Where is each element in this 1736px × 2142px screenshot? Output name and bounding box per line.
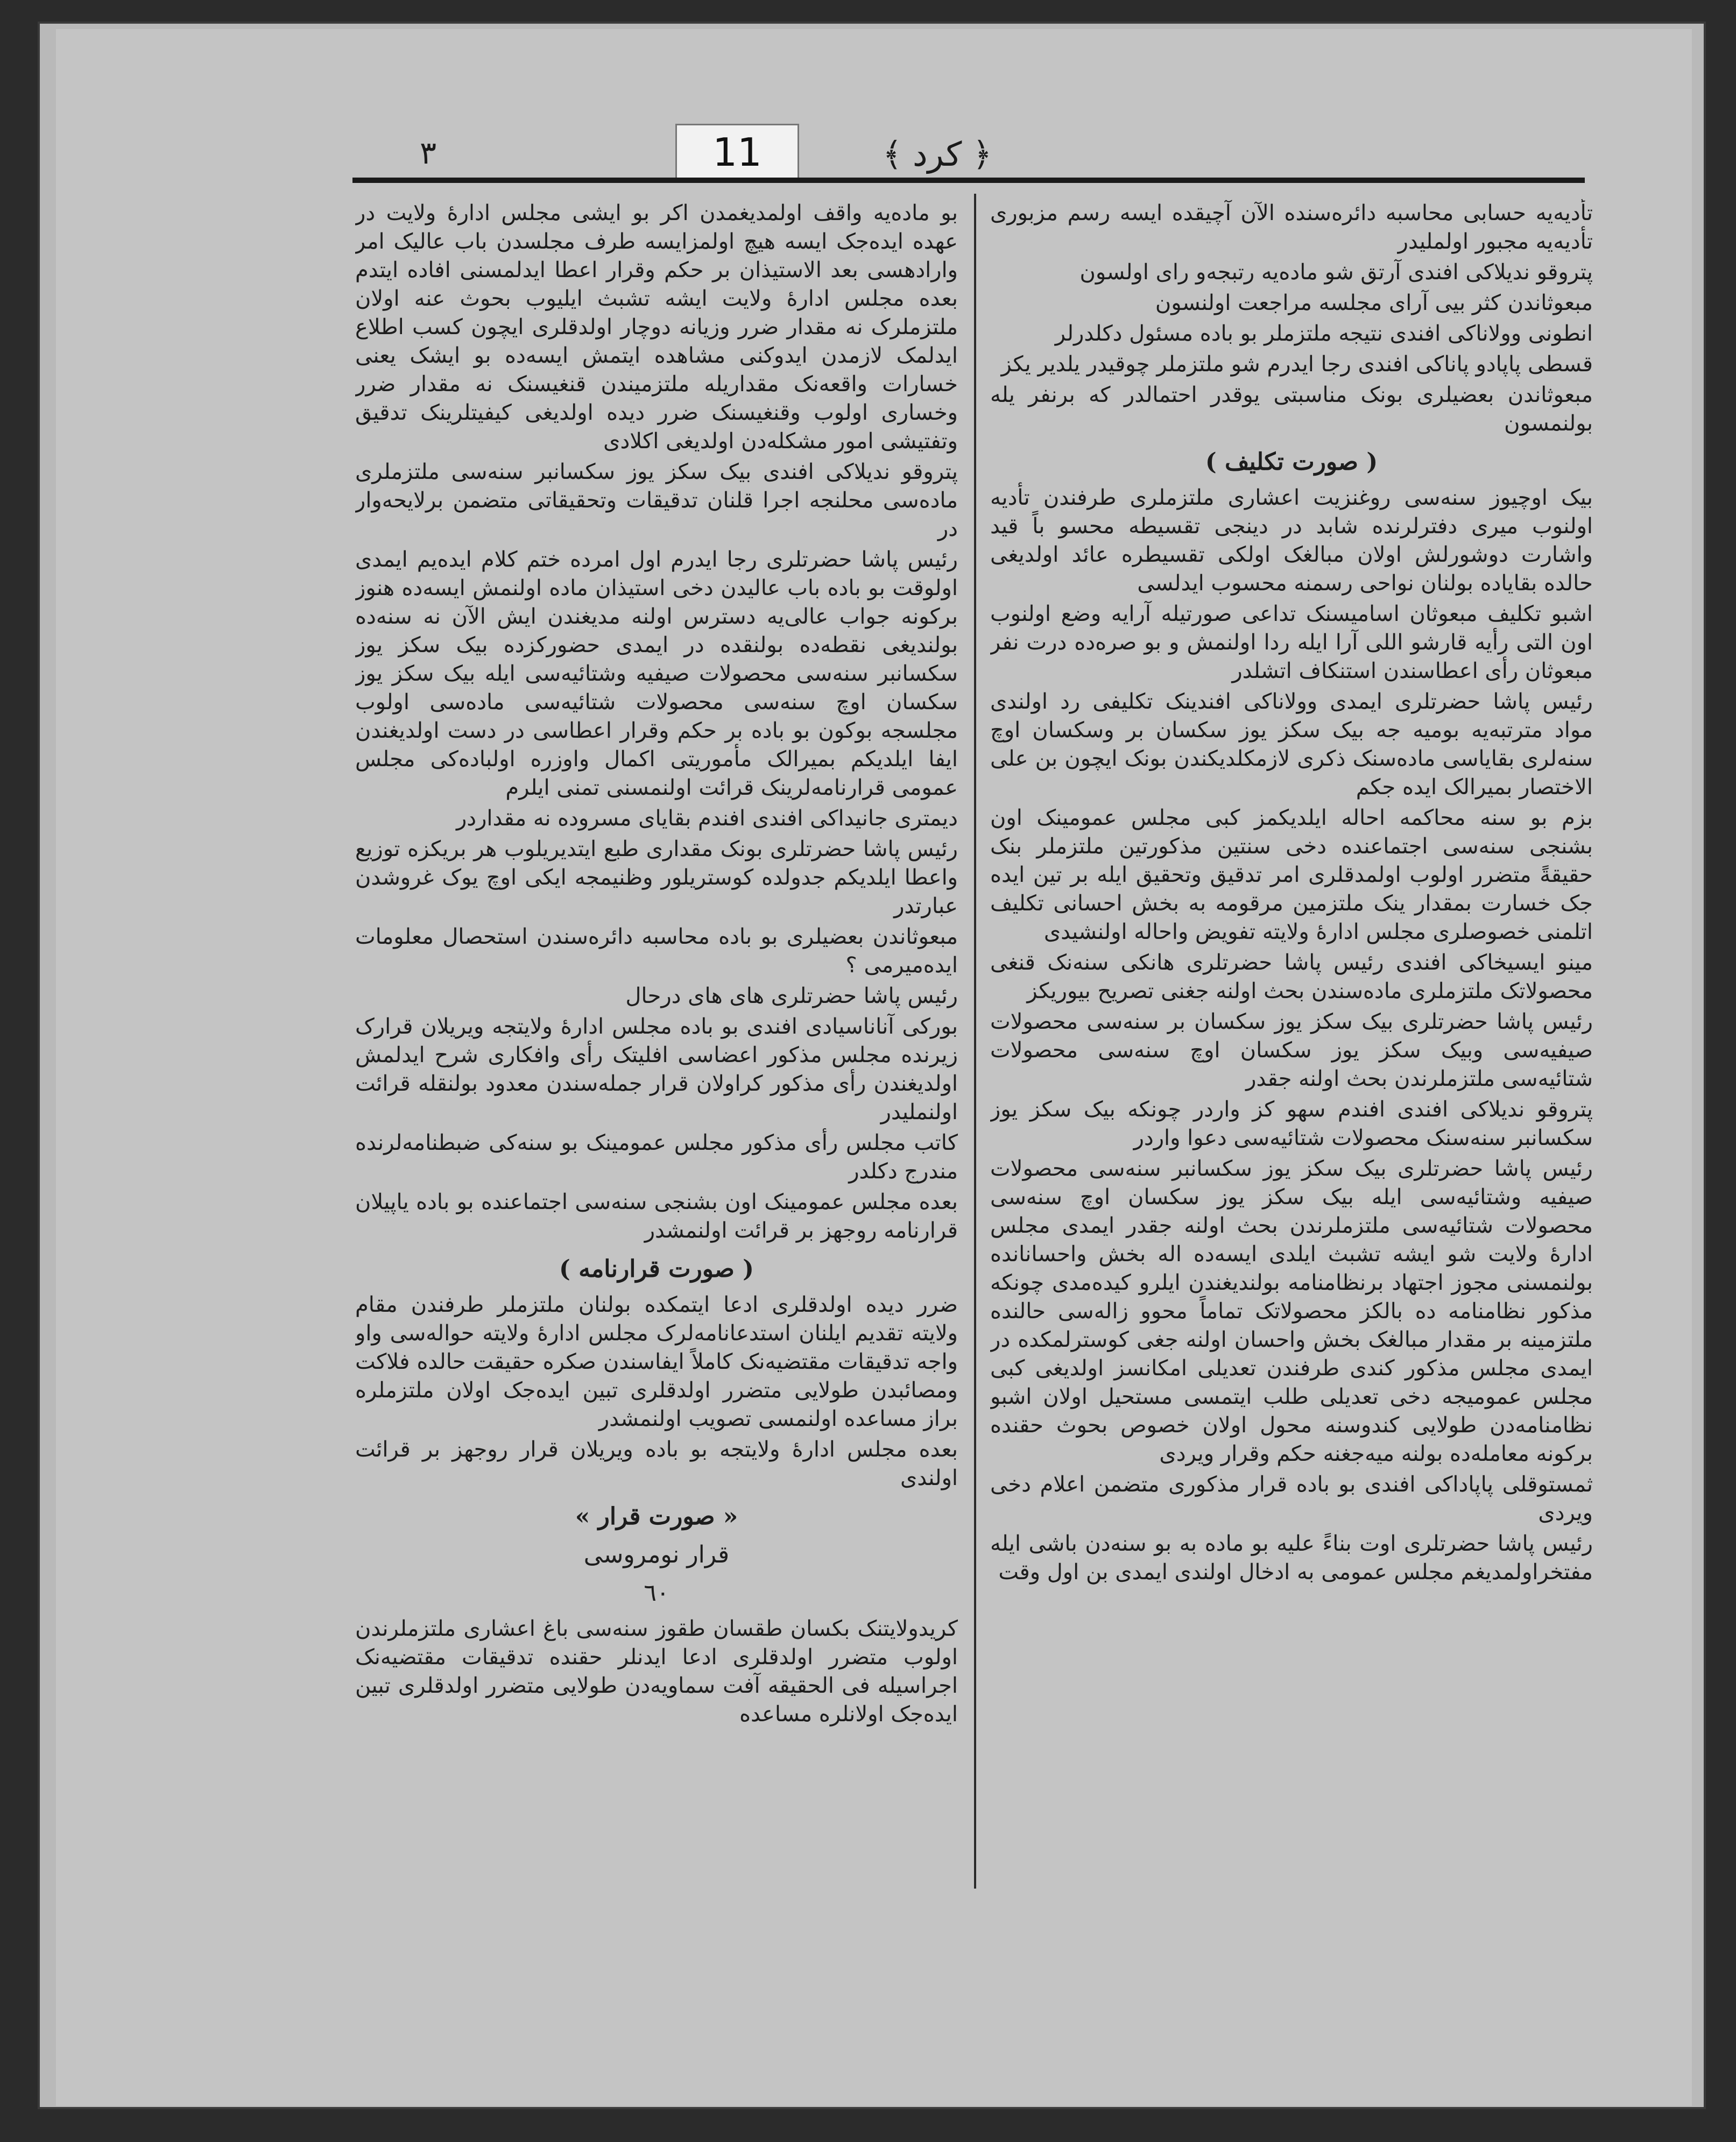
- paragraph: رئیس پاشا حضرتلری بیک سکز یوز سکسانبر سنه‌سی محصولات صیفیه وشتائیه‌سی ایله بیک سکز یوز سکسان اوچ سنه‌سی محصولات شتائیه‌سی ملتزملرندن بحث اولنه جقدر ایمدی مجلس اداره‌ٔ ولایت شو ایشه تشبث ایلدی ایسه‌ده اله بخش واحسانانده بولنمسنی مجوز اجتهاد برنظامنامه بولندیغندن ایلرو کیده‌مدی چونکه مذکور نظامنامه ده بالکز محصولاتک تماماً محوو زاله‌سی حالنده ملتزمینه بر مقدار مبالغک بخش واحسان اولنه جغی کوسترلمکده در ایمدی مجلس مذکور کندی طرفندن تعدیلی امکانسز اولدیغی کبی مجلس عمومیجه دخی تعدیلی طلب ایتمسی مستحیل اولان اشبو نظامنامه‌دن طولایی کندوسنه محول اولان خصوص بحوث حقنده برکونه معامله‌ده بولنه میه‌جغنه حکم وقرار ویردی: [990, 1156, 1593, 1466]
- paragraph: بعده مجلس اداره‌ٔ ولایتجه بو باده ویریلان قرار روجهز بر قرائت اولندی: [355, 1437, 958, 1490]
- sticker-number: 11: [712, 129, 762, 175]
- section-heading: ( صورت تکلیف ): [1205, 448, 1378, 476]
- paragraph: رئیس پاشا حضرتلری ایمدی وولاناکی افندینک تکلیفی رد اولندی مواد مترتبه‌یه بومیه جه بیک سکز یوز سکسان بر وسکسان اوچ سنه‌لری بقایاسی ماده‌سنک ذکری لازمکلدیکندن بونک ایچون بن علی الاختصار بمیرالک ایده جکم: [990, 689, 1593, 800]
- paragraph: انطونی وولاناکی افندی نتیجه ملتزملر بو باده مسئول دکلدرلر: [1055, 321, 1593, 346]
- right-column: [990, 199, 1593, 1921]
- left-column: [355, 199, 958, 1921]
- paragraph: مبعوثاندن بعضیلری بونک مناسبتی یوقدر احتمالدر که برنفر یله بولنمسون: [990, 383, 1593, 436]
- paragraph: ثمستوقلی پاپاداکی افندی بو باده قرار مذکوری متضمن اعلام دخی ویردی: [990, 1472, 1593, 1525]
- paragraph: پتروقو ندیلاکی افندی افندم سهو کز واردر چونکه بیک سکز یوز سکسانبر سنه‌سنک محصولات شتائیه‌سی دعوا واردر: [990, 1097, 1593, 1150]
- paragraph: مینو ایسیخاکی افندی رئیس پاشا حضرتلری هانکی سنه‌نک قنغی محصولاتک ملتزملری ماده‌سندن بحث اولنه جغنی تصریح بیوریکز: [990, 950, 1593, 1003]
- paragraph: مبعوثاندن کثر بیی آرای مجلسه مراجعت اولنسون: [1155, 291, 1593, 315]
- paragraph: بورکی آناناسیادی افندی بو باده مجلس اداره‌ٔ ولایتجه ویریلان قرارک زیرنده مجلس مذکور اعضاسی افلیتک رأی وافکاری شرح ایدلمش اولدیغندن رأی مذکور کراولان قرار جمله‌سندن معدود بولنقله قرائت اولنملیدر: [355, 1014, 958, 1125]
- paragraph: پتروقو ندیلاکی افندی بیک سکز یوز سکسانبر سنه‌سی ملتزملری ماده‌سی محلنجه اجرا قلنان تدقیقات وتحقیقاتی متضمن برلایحه‌وار در: [355, 459, 958, 541]
- paragraph: کاتب مجلس رأی مذکور مجلس عمومینک بو سنه‌کی ضبطنامه‌لرنده مندرج دکلدر: [355, 1130, 958, 1184]
- paragraph: رئیس پاشا حضرتلری بونک مقداری طبع ایتدیریلوب هر بریکزه توزیع واعطا ایلدیکم جدولده کوستریلور وظنیمجه ایکی اوچ یوک غروشدن عبارتدر: [355, 837, 958, 918]
- paragraph: مبعوثاندن بعضیلری بو باده محاسبه دائره‌سندن استحصال معلومات ایده‌میرمی ؟: [355, 924, 958, 978]
- masthead-title: ﴿ کرد ﴾: [883, 135, 992, 174]
- paragraph: اشبو تکلیف مبعوثان اسامیسنک تداعی صورتیله آرایه وضع اولنوب اون التی رأیه قارشو اللی آرا ایله ردا اولنمش و بو صره‌ده درت نفر مبعوثان رأی اعطاسندن استنکاف اتشلدر: [990, 602, 1593, 683]
- paragraph: رئیس پاشا حضرتلری بیک سکز یوز سکسان بر سنه‌سی محصولات صیفیه‌سی وبیک سکز یوز سکسان اوچ سنه‌سی محصولات شتائیه‌سی ملتزملرندن بحث اولنه جقدر: [990, 1009, 1593, 1091]
- paragraph: کریدولایتنک بکسان طقسان طقوز سنه‌سی باغ اعشاری ملتزملرندن اولوب متضرر اولدقلری ادعا ایدنلر حقنده تدقیقات مقتضیه‌نک اجراسیله فی الحقیقه آفت سماویه‌دن طولایی متضرر اولدقلری تبین ایده‌جک اولانلره مساعده: [355, 1616, 958, 1727]
- centered-line: قرار نومروسی: [583, 1541, 730, 1568]
- paragraph: پتروقو ندیلاکی افندی آرتق شو ماده‌یه رتبجه‌و رای اولسون: [1079, 260, 1593, 285]
- column-divider: [974, 194, 976, 1889]
- section-heading: ( صورت قرارنامه ): [559, 1255, 754, 1283]
- paragraph: بیک اوچیوز سنه‌سی روغنزیت اعشاری ملتزملری طرفندن تأدیه اولنوب میری دفترلرنده شابد در دینجی تقسیطه محسو باً قید واشارت دوشورلش اولان مبالغک اولکی تقسیطره عائد اولدیغی حالده بقایاده بولنان نواحی رسمنه محسوب ایدلسی: [990, 485, 1593, 596]
- paragraph: رئیس پاشا حضرتلری رجا ایدرم اول امرده ختم کلام ایده‌یم ایمدی اولوقت بو باده باب عالیدن دخی استیذان ماده اولنمش ایسه‌ده هنوز برکونه جواب عالی‌یه دسترس اولنه مدیغندن ایش الآن نه سنه‌ده بولندیغی نقطه‌ده بولنقده در ایمدی حضورکزده بیک سکز یوز سکسانبر سنه‌سی محصولات صیفیه وشتائیه‌سی ایله بیک سکز یوز سکسان اوچ سنه‌سی محصولات شتائیه‌سی ماده‌سی اولوب مجلسجه بوکون بو باده بر حکم وقرار اعطاسی در دست اولدیغندن ایفا ایلدیکم بمیرالک مأموریتی اکمال واوزره اولباده‌کی مجلس عمومی قرارنامه‌لرینک قرائت اولنمسنی تمنی ایلرم: [355, 547, 958, 800]
- paragraph: بعده مجلس عمومینک اون بشنجی سنه‌سی اجتماعنده بو باده یاپیلان قرارنامه روجهز بر قرائت اولنمشدر: [355, 1190, 958, 1243]
- paragraph: ضرر دیده اولدقلری ادعا ایتمکده بولنان ملتزملر طرفندن مقام ولایته تقدیم ایلنان استدعانامه‌لرک مجلس اداره‌ٔ ولایته حواله‌سی واو واجه تدقیقات مقتضیه‌نک کاملاً ایفاسندن صکره حقیقت حالده فلاکت ومصائبدن طولایی متضرر اولدقلری تبین ایده‌جک اولان ملتزملره براز مساعده اولنمسی تصویب اولنمشدر: [355, 1292, 958, 1431]
- paragraph: قسطی پاپادو پاناکی افندی رجا ایدرم شو ملتزملر چوقیدر یلدیر یکز: [1001, 352, 1593, 377]
- paragraph: بو ماده‌یه واقف اولمدیغمدن اکر بو ایشی مجلس اداره‌ٔ ولایت در عهده ایده‌جک ایسه هیچ اولمزایسه طرف مجلسدن باب عالیک امر وارادهسی بعد الاستیذان بر حکم وقرار اعطا ایدلمسنی افاده ایتدم بعده مجلس اداره‌ٔ ولایت ایشه تشبث ایلیوب بحوث عنه اولان ملتزملرک نه مقدار ضرر وزیانه دوچار اولدقلری ایچون کسب اطلاع ایدلمک لازمدن ایدوکنی مشاهده ایتمش ایسه‌ده بو ایشک یعنی خسارات واقعه‌نک مقداریله ملتزمیندن قنغیسنک نه مقدار ضرر وخساری اولوب وقنغیسنک ضرر دیده اولدیغی کیفیتلرینک تدقیق وتفتیشی امور مشکله‌دن اولدیغی اکلادی: [355, 201, 958, 454]
- paragraph: تأدیه‌یه حسابی محاسبه دائره‌سنده الآن آچیقده ایسه رسم مزبوری تأدیه‌یه مجبور اولملیدر: [990, 201, 1593, 254]
- header-rule: [352, 178, 1585, 183]
- section-heading: « صورت قرار »: [575, 1503, 738, 1530]
- paragraph: دیمتری جانیداکی افندی افندم بقایای مسروده نه مقداردر: [456, 806, 958, 831]
- centered-line: ٦٠: [644, 1579, 669, 1607]
- archive-sticker: [675, 124, 799, 180]
- paragraph: رئیس پاشا حضرتلری اوت بناءً علیه بو ماده به بو سنه‌دن باشی ایله مفتخراولمدیغم مجلس عمومی به ادخال اولندی ایمدی بن اول وقت: [990, 1531, 1593, 1585]
- paragraph: بزم بو سنه محاکمه احاله ایلدیکمز کبی مجلس عمومینک اون بشنجی سنه‌سی اجتماعنده دخی سنتین مذکورتین ملتزملر بنک حقیقةً متضرر اولوب اولمدقلری امر تدقیق وتحقیق ایله بر تین ایده جک خسارت بمقدار ینک ملتزمین مرقومه به بخش احسانی تکلیف اتلمنی خصوصلری مجلس اداره‌ٔ ولایته تفویض واحاله اولنشیدی: [990, 805, 1593, 944]
- page-number: ٣: [420, 135, 437, 171]
- paragraph: رئیس پاشا حضرتلری های های درحال: [625, 984, 958, 1008]
